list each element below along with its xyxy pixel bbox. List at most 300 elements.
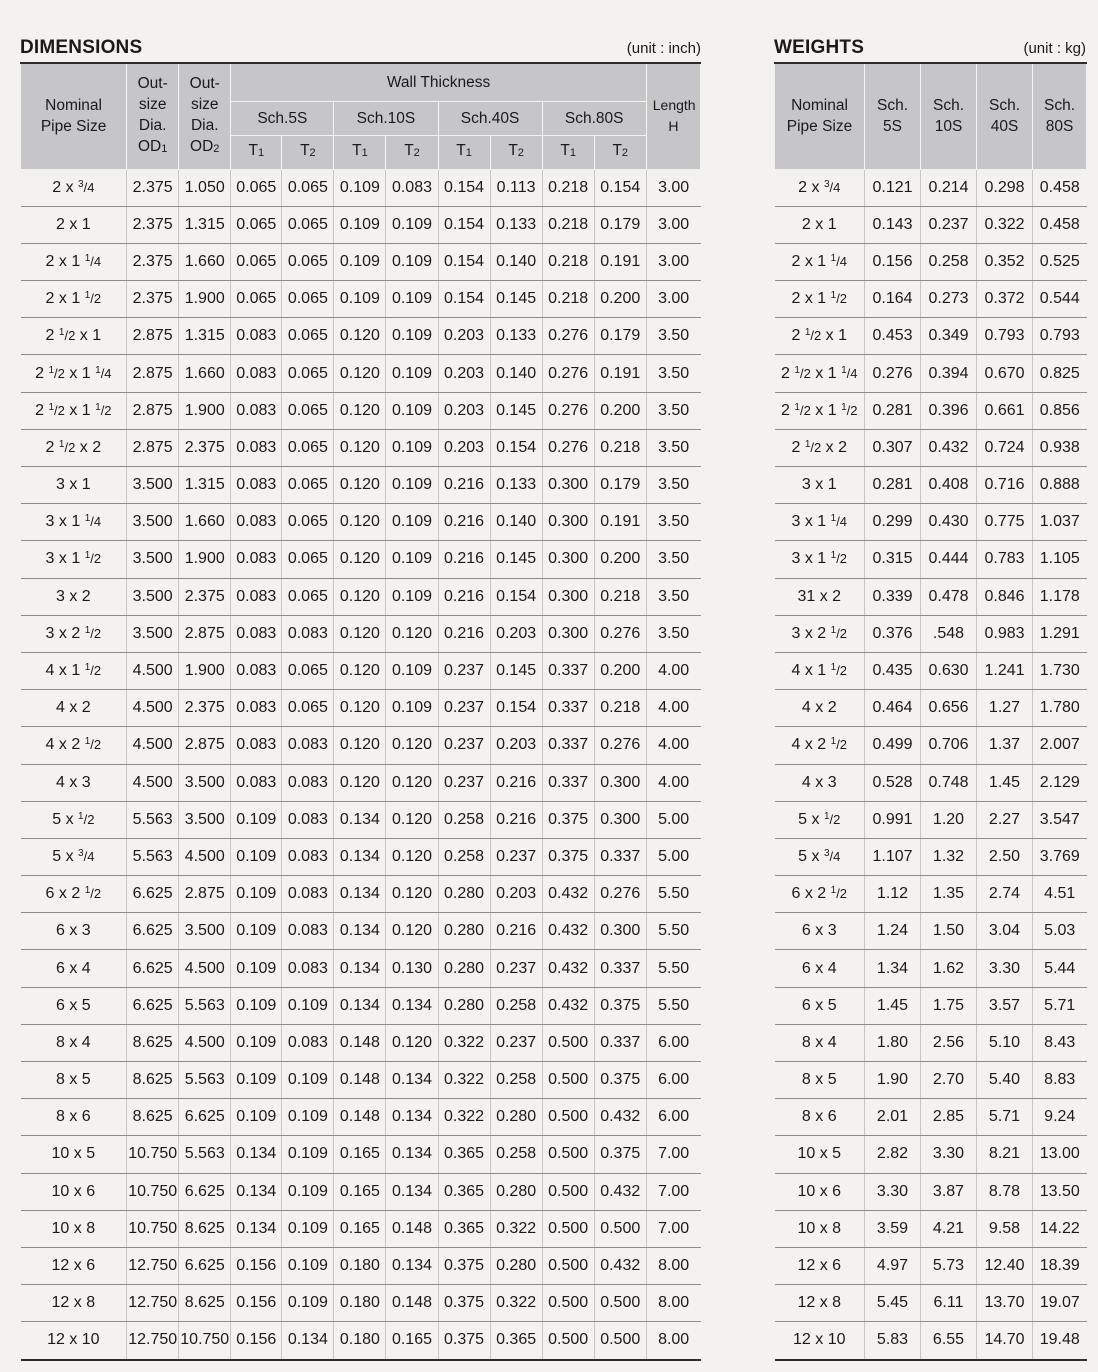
- value-cell: 2.875: [127, 355, 179, 392]
- value-cell: 1.32: [921, 838, 977, 875]
- table-row: [775, 243, 1087, 280]
- value-cell: 0.065: [231, 243, 282, 280]
- value-cell: 8.625: [127, 1024, 179, 1061]
- pipe-size-cell: 3 x 2 $^1$/2: [21, 615, 127, 652]
- value-cell: 0.120: [386, 876, 438, 913]
- value-cell: 0.218: [542, 206, 594, 243]
- value-cell: 5.00: [646, 838, 700, 875]
- value-cell: 0.083: [386, 169, 438, 206]
- pipe-size-cell: 12 x 8: [21, 1285, 127, 1322]
- value-cell: 4.500: [179, 950, 231, 987]
- table-row: [775, 876, 1087, 913]
- value-cell: 0.237: [438, 652, 490, 689]
- pipe-size-cell: 2 x $^3$/4: [21, 169, 127, 206]
- value-cell: 1.34: [865, 950, 921, 987]
- value-cell: 13.00: [1033, 1136, 1087, 1173]
- value-cell: 0.120: [334, 578, 386, 615]
- value-cell: 2.56: [921, 1024, 977, 1061]
- fraction-numerator: 1: [830, 513, 837, 525]
- thickness-index: 2: [413, 147, 420, 159]
- pipe-size-cell: 10 x 8: [21, 1210, 127, 1247]
- value-cell: 2.875: [127, 318, 179, 355]
- value-cell: 5.45: [865, 1285, 921, 1322]
- value-cell: 1.24: [865, 913, 921, 950]
- value-cell: 5.563: [179, 1062, 231, 1099]
- pipe-size-cell: 3 x 1: [21, 467, 127, 504]
- fraction-numerator: 3: [823, 178, 830, 190]
- pipe-size-cell: 3 x 2: [21, 578, 127, 615]
- fraction-denominator: /4: [836, 253, 848, 269]
- value-cell: 0.154: [490, 578, 542, 615]
- value-cell: 0.109: [386, 281, 438, 318]
- schedule-header-sch40s: Sch.40S: [438, 101, 542, 135]
- value-cell: .548: [921, 615, 977, 652]
- value-cell: 14.22: [1033, 1210, 1087, 1247]
- value-cell: 0.276: [542, 429, 594, 466]
- value-cell: 0.375: [542, 838, 594, 875]
- value-cell: 0.133: [490, 206, 542, 243]
- fraction-numerator: 1: [830, 252, 837, 264]
- weights-header-row: [775, 63, 1087, 169]
- value-cell: 0.179: [594, 467, 646, 504]
- value-cell: 12.750: [127, 1247, 179, 1284]
- fraction-numerator: 1: [84, 513, 91, 525]
- fraction-denominator: /2: [54, 365, 65, 381]
- pipe-size-cell: 2 $^1$/2 x 1: [21, 318, 127, 355]
- value-cell: 10.750: [127, 1210, 179, 1247]
- table-row: [21, 1099, 701, 1136]
- value-cell: 0.216: [438, 578, 490, 615]
- value-cell: 0.191: [594, 243, 646, 280]
- header-od2-label: Out-size Dia.: [189, 74, 220, 134]
- table-row: [21, 243, 701, 280]
- value-cell: 1.27: [977, 690, 1033, 727]
- pipe-size-cell: 6 x 3: [775, 913, 865, 950]
- value-cell: 0.083: [231, 355, 282, 392]
- value-cell: 0.216: [438, 615, 490, 652]
- value-cell: 0.375: [542, 801, 594, 838]
- value-cell: 0.337: [594, 1024, 646, 1061]
- value-cell: 0.661: [977, 392, 1033, 429]
- value-cell: 0.432: [542, 950, 594, 987]
- value-cell: 0.109: [231, 1024, 282, 1061]
- value-cell: 0.083: [231, 504, 282, 541]
- value-cell: 0.237: [438, 690, 490, 727]
- pipe-size-cell: 10 x 5: [775, 1136, 865, 1173]
- fraction-numerator: 1: [58, 327, 65, 339]
- value-cell: 2.007: [1033, 727, 1087, 764]
- value-cell: 7.00: [646, 1136, 700, 1173]
- value-cell: 0.109: [231, 838, 282, 875]
- value-cell: 0.120: [334, 541, 386, 578]
- value-cell: 3.04: [977, 913, 1033, 950]
- value-cell: 0.109: [334, 169, 386, 206]
- value-cell: 0.083: [282, 1024, 334, 1061]
- value-cell: 0.216: [438, 467, 490, 504]
- value-cell: 0.544: [1033, 281, 1087, 318]
- value-cell: 0.793: [977, 318, 1033, 355]
- value-cell: 0.134: [334, 987, 386, 1024]
- value-cell: 5.71: [977, 1099, 1033, 1136]
- table-row: [21, 950, 701, 987]
- table-row: [775, 950, 1087, 987]
- value-cell: 4.97: [865, 1247, 921, 1284]
- pipe-size-cell: 31 x 2: [775, 578, 865, 615]
- value-cell: 4.00: [646, 652, 700, 689]
- pipe-size-cell: 2 $^1$/2 x 1 $^1$/2: [21, 392, 127, 429]
- value-cell: 0.300: [542, 504, 594, 541]
- fraction-denominator: /2: [90, 663, 102, 679]
- fraction-numerator: 1: [841, 401, 847, 413]
- table-row: [21, 652, 701, 689]
- table-row: [775, 913, 1087, 950]
- table-row: [775, 1062, 1087, 1099]
- weights-title-row: [774, 0, 1086, 62]
- value-cell: 0.352: [977, 243, 1033, 280]
- fraction-numerator: 1: [830, 624, 837, 636]
- value-cell: 0.165: [334, 1210, 386, 1247]
- value-cell: 0.083: [231, 764, 282, 801]
- value-cell: 5.563: [127, 838, 179, 875]
- value-cell: 0.337: [542, 727, 594, 764]
- value-cell: 0.179: [594, 318, 646, 355]
- pipe-size-cell: 2 x 1: [775, 206, 865, 243]
- header-od1-index: 1: [161, 142, 168, 155]
- table-row: [21, 764, 701, 801]
- table-row: [775, 206, 1087, 243]
- pipe-size-cell: 3 x 1: [775, 467, 865, 504]
- pipe-size-cell: 12 x 6: [775, 1247, 865, 1284]
- value-cell: 8.21: [977, 1136, 1033, 1173]
- value-cell: 0.237: [490, 1024, 542, 1061]
- table-row: [775, 727, 1087, 764]
- value-cell: 0.109: [282, 1247, 334, 1284]
- value-cell: 1.780: [1033, 690, 1087, 727]
- value-cell: 0.376: [865, 615, 921, 652]
- value-cell: 0.109: [334, 243, 386, 280]
- value-cell: 0.109: [386, 392, 438, 429]
- fraction-denominator: /2: [64, 439, 76, 455]
- value-cell: 0.203: [490, 876, 542, 913]
- value-cell: 0.140: [490, 243, 542, 280]
- value-cell: 0.216: [490, 764, 542, 801]
- value-cell: 0.408: [921, 467, 977, 504]
- table-row: [21, 1322, 701, 1360]
- value-cell: 10.750: [179, 1322, 231, 1360]
- fraction-numerator: 1: [84, 624, 91, 636]
- value-cell: 0.394: [921, 355, 977, 392]
- value-cell: 0.432: [594, 1173, 646, 1210]
- value-cell: 0.065: [282, 541, 334, 578]
- weights-header-schedule: Sch. 10S: [921, 63, 977, 169]
- value-cell: 0.432: [542, 987, 594, 1024]
- thickness-index: 2: [517, 147, 524, 159]
- pipe-size-cell: 2 x $^3$/4: [775, 169, 865, 206]
- thickness-header-t2: [490, 135, 542, 169]
- pipe-size-cell: 5 x $^1$/2: [21, 801, 127, 838]
- fraction-denominator: /2: [836, 291, 848, 307]
- value-cell: 7.00: [646, 1210, 700, 1247]
- weights-body: [775, 169, 1087, 1360]
- fraction-denominator: /2: [90, 291, 102, 307]
- value-cell: 0.500: [542, 1062, 594, 1099]
- value-cell: 1.291: [1033, 615, 1087, 652]
- table-row: [21, 318, 701, 355]
- fraction-denominator: /2: [90, 625, 102, 641]
- value-cell: 0.216: [490, 801, 542, 838]
- value-cell: 0.375: [594, 987, 646, 1024]
- thickness-header-t2: [282, 135, 334, 169]
- value-cell: 1.315: [179, 318, 231, 355]
- value-cell: 6.11: [921, 1285, 977, 1322]
- value-cell: 0.856: [1033, 392, 1087, 429]
- table-row: [775, 467, 1087, 504]
- value-cell: 3.00: [646, 169, 700, 206]
- fraction-denominator: /2: [810, 328, 822, 344]
- table-row: [775, 169, 1087, 206]
- fraction-denominator: /2: [810, 439, 822, 455]
- value-cell: 4.00: [646, 764, 700, 801]
- value-cell: 8.00: [646, 1322, 700, 1360]
- pipe-size-cell: 12 x 6: [21, 1247, 127, 1284]
- value-cell: 0.214: [921, 169, 977, 206]
- value-cell: 0.120: [334, 615, 386, 652]
- value-cell: 9.58: [977, 1210, 1033, 1247]
- value-cell: 0.300: [542, 467, 594, 504]
- value-cell: 0.203: [438, 318, 490, 355]
- table-row: [21, 876, 701, 913]
- fraction-numerator: 3: [78, 178, 84, 190]
- value-cell: 1.900: [179, 541, 231, 578]
- value-cell: 0.430: [921, 504, 977, 541]
- value-cell: 0.203: [438, 392, 490, 429]
- fraction-numerator: 1: [84, 550, 91, 562]
- value-cell: 0.180: [334, 1322, 386, 1360]
- value-cell: 1.90: [865, 1062, 921, 1099]
- value-cell: 0.065: [282, 318, 334, 355]
- value-cell: 0.396: [921, 392, 977, 429]
- value-cell: 0.218: [542, 243, 594, 280]
- value-cell: 0.280: [490, 1173, 542, 1210]
- table-row: [21, 504, 701, 541]
- fraction-numerator: 1: [830, 290, 837, 302]
- value-cell: 12.40: [977, 1247, 1033, 1284]
- table-row: [21, 1285, 701, 1322]
- value-cell: 3.500: [127, 467, 179, 504]
- value-cell: 0.109: [386, 541, 438, 578]
- fraction-denominator: /2: [799, 365, 811, 381]
- value-cell: 0.145: [490, 541, 542, 578]
- value-cell: 8.625: [127, 1062, 179, 1099]
- value-cell: 0.065: [282, 206, 334, 243]
- value-cell: 3.500: [127, 615, 179, 652]
- table-row: [21, 690, 701, 727]
- value-cell: 0.140: [490, 504, 542, 541]
- value-cell: 0.203: [490, 727, 542, 764]
- value-cell: 0.154: [490, 690, 542, 727]
- value-cell: 3.500: [179, 913, 231, 950]
- fraction-denominator: /2: [64, 328, 76, 344]
- value-cell: 0.134: [334, 801, 386, 838]
- table-row: [775, 1210, 1087, 1247]
- fraction-numerator: 1: [830, 662, 837, 674]
- header-od2-symbol: OD: [190, 137, 214, 155]
- value-cell: 0.113: [490, 169, 542, 206]
- value-cell: 0.218: [594, 578, 646, 615]
- table-row: [21, 1173, 701, 1210]
- value-cell: 0.656: [921, 690, 977, 727]
- value-cell: 13.70: [977, 1285, 1033, 1322]
- value-cell: 4.500: [127, 652, 179, 689]
- value-cell: 3.500: [127, 504, 179, 541]
- value-cell: 2.875: [179, 876, 231, 913]
- value-cell: 0.300: [594, 801, 646, 838]
- fraction-numerator: 1: [48, 364, 55, 376]
- table-row: [775, 578, 1087, 615]
- value-cell: 12.750: [127, 1322, 179, 1360]
- thickness-symbol: T: [456, 142, 466, 159]
- table-row: [775, 1099, 1087, 1136]
- fraction-denominator: /2: [54, 402, 65, 418]
- value-cell: 0.237: [490, 950, 542, 987]
- value-cell: 10.750: [127, 1173, 179, 1210]
- value-cell: 0.375: [594, 1062, 646, 1099]
- value-cell: 0.258: [490, 987, 542, 1024]
- value-cell: 0.716: [977, 467, 1033, 504]
- value-cell: 0.322: [438, 1062, 490, 1099]
- weights-table: [774, 62, 1087, 1361]
- value-cell: 0.120: [386, 838, 438, 875]
- schedule-header-sch5s: Sch.5S: [231, 101, 334, 135]
- value-cell: 0.191: [594, 355, 646, 392]
- weights-header-schedule: Sch. 80S: [1033, 63, 1087, 169]
- pipe-size-cell: 6 x 3: [21, 913, 127, 950]
- value-cell: 1.50: [921, 913, 977, 950]
- value-cell: 0.083: [282, 913, 334, 950]
- value-cell: 8.625: [179, 1285, 231, 1322]
- value-cell: 5.563: [127, 801, 179, 838]
- value-cell: 0.109: [386, 467, 438, 504]
- value-cell: 0.375: [594, 1136, 646, 1173]
- thickness-header-t1: [334, 135, 386, 169]
- value-cell: 0.109: [386, 429, 438, 466]
- value-cell: 3.500: [127, 541, 179, 578]
- fraction-denominator: /2: [836, 737, 848, 753]
- fraction-denominator: /2: [829, 811, 841, 827]
- pipe-size-cell: 8 x 4: [21, 1024, 127, 1061]
- value-cell: 0.453: [865, 318, 921, 355]
- fraction-denominator: /4: [90, 514, 102, 530]
- value-cell: 1.105: [1033, 541, 1087, 578]
- table-row: [775, 838, 1087, 875]
- value-cell: 8.625: [127, 1099, 179, 1136]
- value-cell: 0.083: [231, 318, 282, 355]
- table-row: [21, 727, 701, 764]
- pipe-size-cell: 3 x 1 $^1$/4: [21, 504, 127, 541]
- table-row: [21, 615, 701, 652]
- pipe-size-cell: 2 x 1 $^1$/2: [775, 281, 865, 318]
- value-cell: 0.218: [594, 690, 646, 727]
- value-cell: 1.660: [179, 355, 231, 392]
- value-cell: 1.35: [921, 876, 977, 913]
- value-cell: 0.180: [334, 1285, 386, 1322]
- value-cell: 2.375: [179, 429, 231, 466]
- value-cell: 5.40: [977, 1062, 1033, 1099]
- value-cell: 1.178: [1033, 578, 1087, 615]
- pipe-size-cell: 8 x 4: [775, 1024, 865, 1061]
- value-cell: 4.500: [127, 690, 179, 727]
- value-cell: 0.237: [438, 764, 490, 801]
- value-cell: 3.57: [977, 987, 1033, 1024]
- value-cell: 1.107: [865, 838, 921, 875]
- value-cell: 3.00: [646, 243, 700, 280]
- value-cell: 0.134: [386, 1062, 438, 1099]
- table-row: [775, 1247, 1087, 1284]
- pipe-size-cell: 2 x 1 $^1$/2: [21, 281, 127, 318]
- value-cell: 0.349: [921, 318, 977, 355]
- pipe-size-cell: 10 x 6: [775, 1173, 865, 1210]
- pipe-size-cell: 12 x 10: [21, 1322, 127, 1360]
- weights-header-nominal: Nominal Pipe Size: [775, 63, 865, 169]
- value-cell: 0.109: [231, 987, 282, 1024]
- value-cell: 6.55: [921, 1322, 977, 1360]
- value-cell: 6.625: [127, 876, 179, 913]
- value-cell: 3.50: [646, 467, 700, 504]
- value-cell: 2.375: [127, 206, 179, 243]
- thickness-index: 1: [361, 147, 368, 159]
- pipe-size-cell: 4 x 3: [775, 764, 865, 801]
- fraction-denominator: /4: [836, 514, 848, 530]
- value-cell: 0.500: [542, 1173, 594, 1210]
- dimensions-title: DIMENSIONS: [20, 37, 143, 58]
- value-cell: 0.500: [542, 1024, 594, 1061]
- value-cell: 0.120: [386, 727, 438, 764]
- value-cell: 0.276: [594, 615, 646, 652]
- value-cell: 3.50: [646, 318, 700, 355]
- fraction-numerator: 1: [804, 327, 811, 339]
- fraction-denominator: /2: [836, 551, 848, 567]
- value-cell: 3.00: [646, 281, 700, 318]
- thickness-symbol: T: [404, 142, 414, 159]
- value-cell: 0.134: [334, 876, 386, 913]
- table-row: [21, 541, 701, 578]
- value-cell: 0.130: [386, 950, 438, 987]
- value-cell: 0.991: [865, 801, 921, 838]
- table-row: [775, 281, 1087, 318]
- weights-header-schedule: Sch. 5S: [865, 63, 921, 169]
- fraction-denominator: /2: [90, 886, 102, 902]
- pipe-size-cell: 4 x 2: [775, 690, 865, 727]
- value-cell: 0.435: [865, 652, 921, 689]
- value-cell: 0.315: [865, 541, 921, 578]
- pipe-size-cell: 4 x 1 $^1$/2: [21, 652, 127, 689]
- table-row: [775, 1322, 1087, 1360]
- value-cell: 0.156: [231, 1322, 282, 1360]
- fraction-denominator: /2: [83, 811, 95, 827]
- thickness-header-t2: [386, 135, 438, 169]
- pipe-size-cell: 2 x 1 $^1$/4: [775, 243, 865, 280]
- table-row: [21, 1247, 701, 1284]
- value-cell: 0.109: [231, 876, 282, 913]
- value-cell: 0.322: [490, 1210, 542, 1247]
- value-cell: 0.500: [542, 1247, 594, 1284]
- value-cell: 0.500: [542, 1099, 594, 1136]
- value-cell: 0.938: [1033, 429, 1087, 466]
- value-cell: 0.258: [438, 801, 490, 838]
- value-cell: 2.74: [977, 876, 1033, 913]
- value-cell: 0.120: [386, 801, 438, 838]
- value-cell: 0.280: [438, 876, 490, 913]
